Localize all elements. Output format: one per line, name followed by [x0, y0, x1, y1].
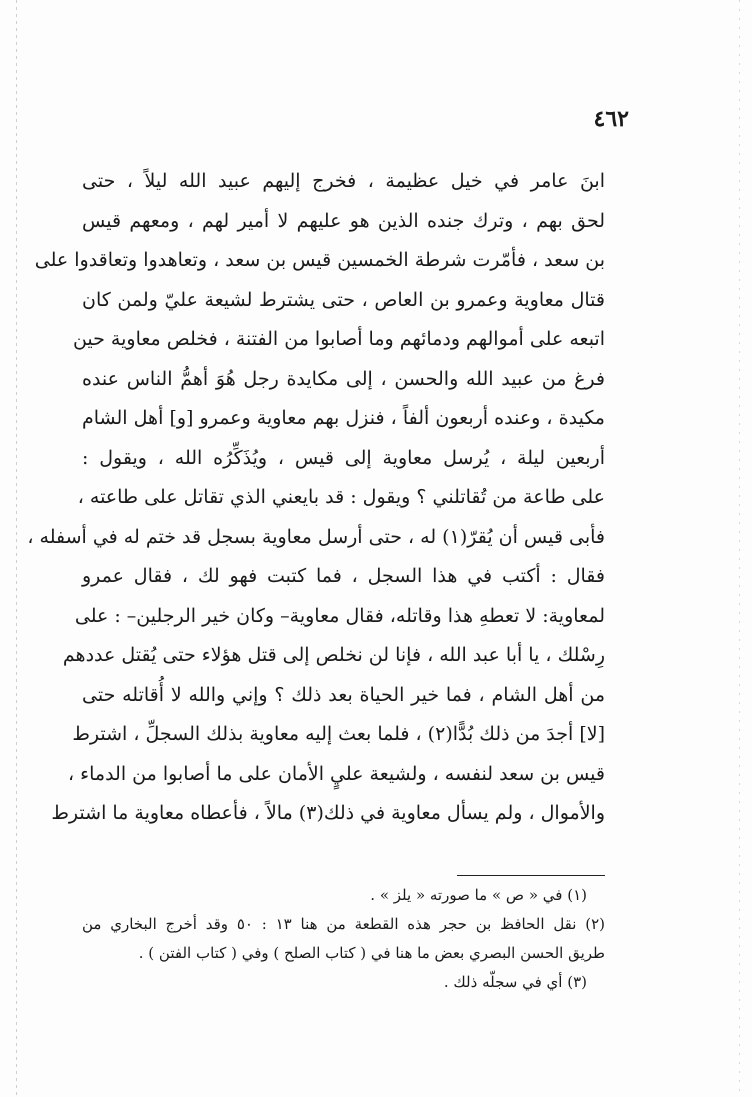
text-line: ابنَ عامر في خيل عظيمة ، فخرج إليهم عبيد الله ليلاً ، حتى: [82, 170, 605, 192]
footnote-continuation: طريق الحسن البصري بعض ما هنا في ( كتاب الصلح ) وفي ( كتاب الفتن ) .: [138, 944, 605, 962]
text-line: والأموال ، ولم يسأل معاوية في ذلك(٣) مالاً ، فأعطاه معاوية ما اشترط: [51, 802, 605, 824]
text-line: اتبعه على أموالهم ودمائهم وما أصابوا من الفتنة ، فخلص معاوية حين: [72, 328, 605, 350]
text-line: بن سعد ، فأمّرت شرطة الخمسين قيس بن سعد ، وتعاهدوا وتعاقدوا على: [34, 249, 605, 271]
text-line: رِسْلك ، يا أبا عبد الله ، فإنا لن نخلص إلى قتل هؤلاء حتى يُقتل عددهم: [62, 644, 605, 666]
page-number: ٤٦٢: [593, 106, 629, 132]
text-line: لمعاوية: لا تعطهِ هذا وقاتله، فقال معاوية– وكان خير الرجلين– : على: [74, 604, 605, 627]
text-line: فقال : أكتب في هذا السجل ، فما كتبت فهو لك ، فقال عمرو: [82, 565, 605, 587]
text-line: من أهل الشام ، فما خير الحياة بعد ذلك ؟ وإني والله لا أُقاتله حتى: [82, 683, 605, 706]
footnote: (١) في « ص » ما صورته « يلز » .: [370, 886, 587, 904]
text-line: لحق بهم ، وترك جنده الذين هو عليهم لا أمير لهم ، ومعهم قيس: [82, 209, 605, 232]
body-text: [27, 162, 605, 834]
text-line: أربعين ليلة ، يُرسل معاوية إلى قيس ، ويُذَكِّرُه الله ، ويقول :: [82, 446, 605, 469]
page-binding-edge-right: [739, 0, 740, 1097]
text-line: مكيدة ، وعنده أربعون ألفاً ، فنزل بهم معاوية وعمرو [و] أهل الشام: [82, 407, 605, 429]
text-line: فأبى قيس أن يُقرّ(١) له ، حتى أرسل معاوية بسجل قد ختم له في أسفله ،: [27, 525, 605, 548]
text-line: [لا] أجدَ من ذلك بُدًّا(٢) ، فلما بعث إليه معاوية بذلك السجلِّ ، اشترط: [72, 723, 605, 745]
footnote-separator: [457, 875, 605, 876]
text-line: فرغ من عبيد الله والحسن ، إلى مكايدة رجل هُوَ أهمُّ الناس عنده: [82, 367, 605, 390]
text-line: على طاعة من تُقاتلني ؟ ويقول : قد بايعني الذي تقاتل على طاعته ،: [77, 486, 605, 508]
page-binding-edge-left: [16, 0, 17, 1097]
footnotes: [82, 881, 605, 997]
footnote: (٢) نقل الحافظ بن حجر هذه القطعة من هنا ١٣ : ٥٠ وقد أخرج البخاري من: [82, 915, 606, 933]
text-line: قتال معاوية وعمرو بن العاص ، حتى يشترط لشيعة عليّ ولمن كان: [82, 288, 605, 311]
text-line: قيس بن سعد لنفسه ، ولشيعة عليٍ الأمان على ما أصابوا من الدماء ،: [68, 762, 605, 785]
footnote: (٣) أي في سجلّه ذلك .: [443, 973, 587, 991]
